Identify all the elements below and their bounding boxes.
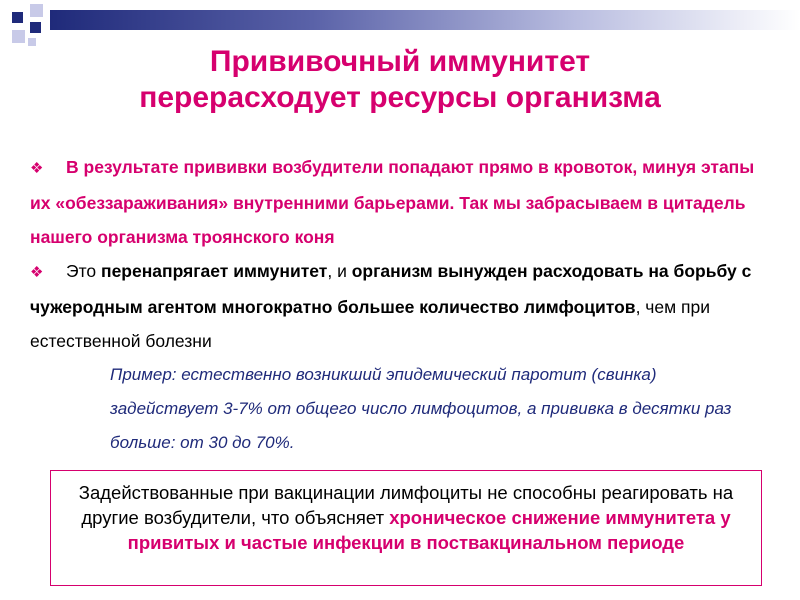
bullet-paragraph-2 (30, 254, 775, 358)
corner-square-navy (12, 12, 23, 23)
slide-title (0, 44, 800, 116)
bullet-2-part2: перенапрягает иммунитет (101, 261, 328, 281)
bullet-2-part4: организм вынужден расходовать на борьбу с чужеродным агентом многократно большее количество лимфоцитов (30, 261, 752, 317)
slide-body (30, 150, 775, 460)
conclusion-box (50, 470, 762, 586)
title-line-2: перерасходует ресурсы организма (139, 81, 661, 114)
bullet-2-part5: , чем при естественной болезни (30, 297, 711, 351)
conclusion-normal-text: Задействованные при вакцинации лимфоциты не способны реагировать на другие возбудители, что объясняет (78, 482, 734, 528)
corner-square-navy (30, 22, 41, 33)
corner-square-lavender (30, 4, 43, 17)
diamond-bullet-icon: ❖ (30, 160, 44, 177)
bullet-paragraph-1 (30, 150, 775, 254)
conclusion-highlight-text: хроническое снижение иммунитета у привитых и частые инфекции в поствакцинальном периоде (127, 507, 731, 553)
bullet-2-part1: Это (66, 261, 101, 281)
diamond-bullet-icon: ❖ (30, 264, 44, 281)
bullet-1-text: В результате прививки возбудители попадают прямо в кровоток, минуя этапы их «обеззараживания» внутренними барьерами. Так мы забрасываем в цитадель нашего организма троянского коня (30, 157, 755, 247)
example-text: Пример: естественно возникший эпидемический паротит (свинка) задействует 3-7% от общего число лимфоцитов, а прививка в десятки раз больше: от 30 до 70%. (110, 365, 732, 452)
corner-square-lavender (12, 30, 25, 43)
title-line-1: Прививочный иммунитет (209, 45, 591, 78)
header-gradient-bar (50, 10, 800, 30)
bullet-2-part3: , и (327, 261, 352, 281)
